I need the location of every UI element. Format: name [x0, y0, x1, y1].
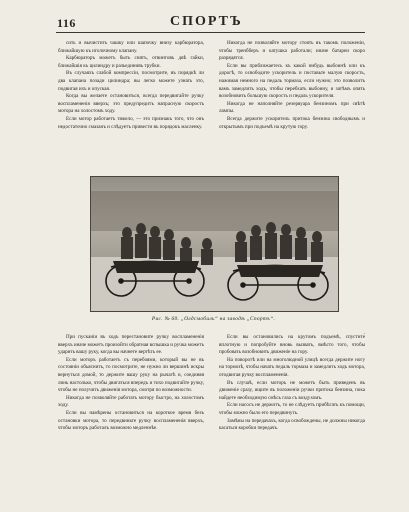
column-bottom-left — [58, 334, 204, 433]
paragraph: Никогда не позволяйте работать мотору быстро, на холостомъ ходу. — [58, 394, 204, 409]
paragraph: Если вы намѣрены остановиться на короткое время безъ остановки мотора, то передвиньте ручку воспламененія вверхъ, чтобы моторъ работалъ возможно медленнѣе. — [58, 409, 204, 432]
header-rule — [56, 32, 365, 33]
journal-title: СПОРТЪ — [170, 14, 243, 29]
paragraph: Въ случаяхъ слабой компрессіи, посмотрите, въ порядкѣ ли два клапана позади цилиндра; вы легко можете узнать это, подвигая ихъ и опуская. — [58, 70, 204, 92]
paragraph: Никогда не позволяйте мотору стоять въ такомъ положеніи, чтобы тренбберъ и катушка работали; иначе батареи скоро разрядятся. — [219, 40, 365, 62]
paragraph: Если мотор работаетъ тяжело, — это признакъ того, что онъ недостаточно смазанъ и слѣдуетъ привести въ порядокъ масленку. — [58, 115, 204, 130]
figure-caption: Рис. № 60. „Олдсмобиль“ на заводѣ „Спортъ“. — [151, 316, 276, 322]
paragraph: При пусканіи въ ходъ перестановите ручку воспламененія вверхъ иначе можетъ произойти обратная вспышка и ручка можетъ ударить вашу руку, когда вы начнете вертѣть ее. — [58, 334, 204, 356]
photograph — [90, 176, 339, 312]
paragraph: Карбюраторъ можетъ быть снятъ, отвинтовъ двѣ гайки, ближайшія къ цилиндру и разъединивъ трубки. — [58, 55, 204, 69]
paragraph: Если моторъ работаетъ съ перебоями, который вы не въ состояніи объяснить, то посмотрите, не нужно ли вершинѣ искры вернуться домой, то держите вашу руку на рычагѣ и, соединяя линь настолько, чтобы двигаться впередъ и тихо подвигайте ручку, чтобы не получить движенія мотора, смотря по возможности. — [58, 356, 204, 394]
paragraph: Если насосъ не держитъ, то не слѣдуетъ прибѣгать къ помощи, чтобы можно было его передвинуть. — [219, 402, 365, 416]
paragraph: Когда вы желаете остановиться, всегда передвигайте ручку воспламененія вверхъ; это предупредитъ напрасную скорость мотора на холостомъ ходу. — [58, 93, 204, 115]
photo-illustration — [91, 177, 338, 311]
paragraph: Если вы приближаетесь къ какой нибудь выбоинѣ или къ дорогѣ, то освободите ускоритель и поставьте малую скорость, нажимая немного на педаль тормаза, если нужно; это позволитъ вамъ замедлить ходъ, чтобы перебхать выбоину, и затѣмъ опять возобновить большую скорость и педаль ускорителя. — [219, 62, 365, 100]
paragraph: Никогда не наполняйте резервуара бензиномъ при свѣтѣ лампы. — [219, 100, 365, 115]
paragraph: Въ случаѣ, если моторъ не можетъ быть приведенъ въ движеніе сразу, ищите въ положеніи ручки притока бензина, пока найдете необходимую смѣсь газа съ воздухомъ. — [219, 379, 365, 401]
paragraph: сить и вычистить чашку или шапочку внизу карбюратора, ближайшую къ иголочному клапану. — [58, 40, 204, 54]
page-number: 116 — [57, 16, 76, 30]
paragraph: На поворотѣ или на многолюдной улицѣ всегда держите ногу на тормозѣ, чтобы начать педаль тормаза и замедлить ходъ мотора, отодвигая ручку воспламененія. — [219, 356, 365, 378]
paragraph: Если вы остановились на крутомъ подъемѣ, спустите́ вплотную и попробуйте вновь вызвать, вмѣсто того, чтобы пробовать возобновить движеніе на гору. — [219, 334, 365, 356]
column-top-left — [58, 40, 204, 131]
column-top-right — [219, 40, 365, 131]
column-bottom-right — [219, 334, 365, 433]
paragraph: Замѣны на передачахъ, когда освобождены, не должны никогда касаться коробки передачъ. — [219, 417, 365, 432]
paragraph: Всегда держите ускоритель притока бензина свободнымъ и открытымъ при подъемѣ на крутую гору. — [219, 115, 365, 130]
